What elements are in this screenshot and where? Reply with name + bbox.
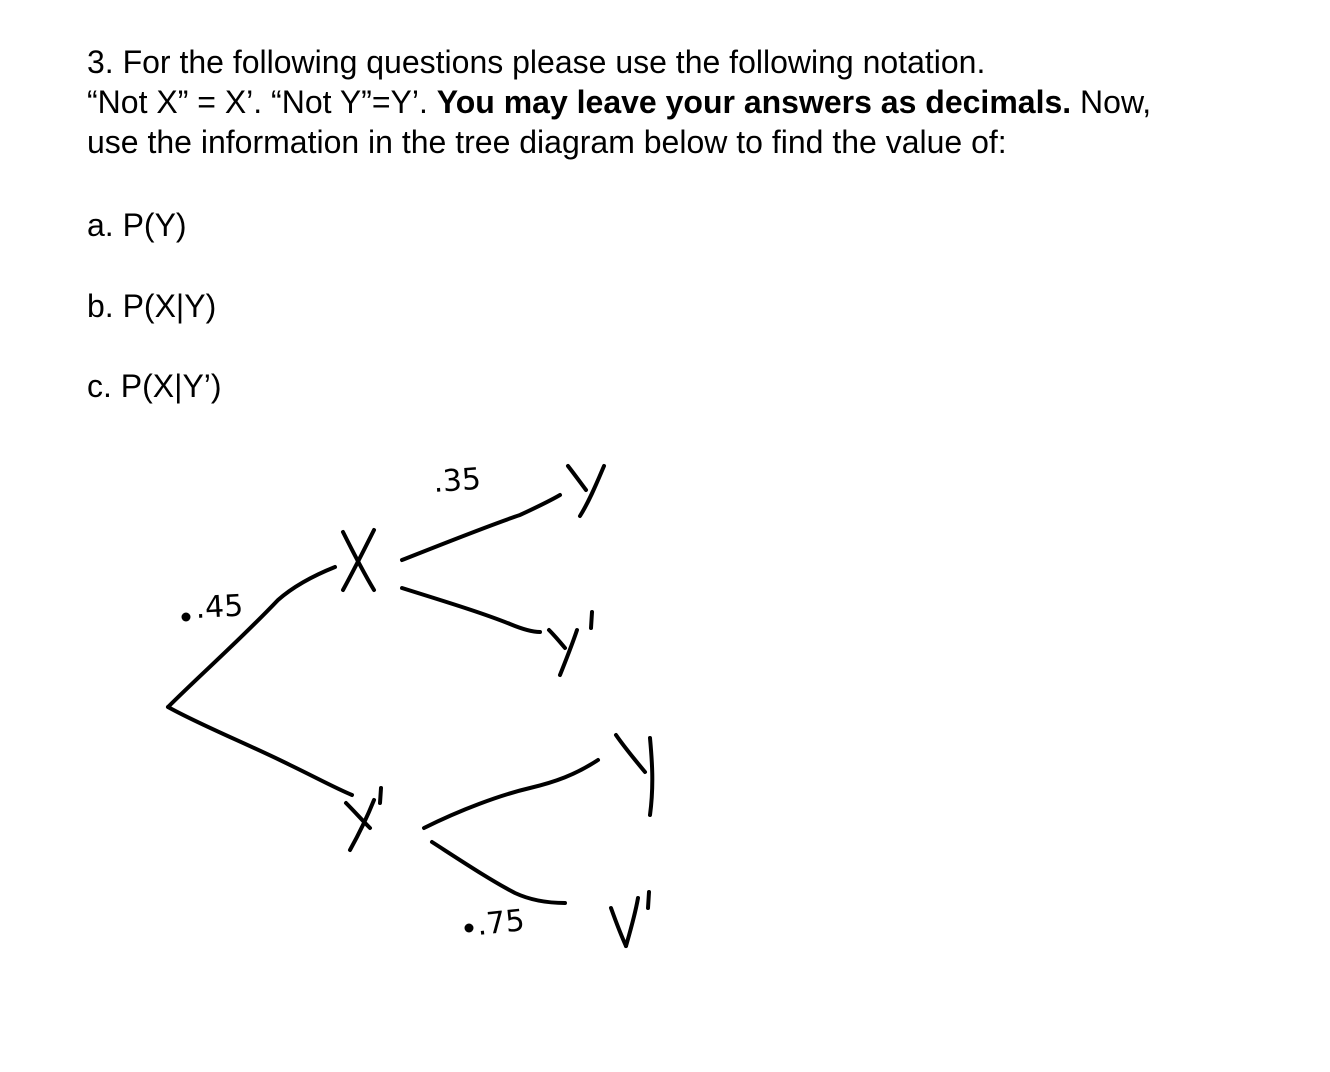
label-p-x: .45 <box>194 588 245 626</box>
node-xprime-mark <box>346 788 381 850</box>
leaf-x-yprime-mark <box>549 612 592 675</box>
leaf-xprime-yprime-mark <box>611 892 649 946</box>
branch-x-y <box>402 495 560 560</box>
part-b: b. P(X|Y) <box>87 288 217 324</box>
branch-root-xprime <box>168 707 352 795</box>
leaf-xprime-y-mark <box>616 735 652 815</box>
branch-xprime-y <box>424 760 598 828</box>
branch-x-yprime <box>402 588 540 632</box>
decimals-instruction: You may leave your answers as decimals. <box>436 84 1072 120</box>
notation-text: “Not X” = X’. “Not Y”=Y’. <box>87 84 437 120</box>
label-p-yprime-given-xprime: .75 <box>475 903 527 943</box>
decimal-dot-45 <box>182 613 191 622</box>
part-c: c. P(X|Y’) <box>87 368 222 404</box>
question-line-1: 3. For the following questions please use the following notation. <box>87 44 986 80</box>
question-line-3: use the information in the tree diagram below to find the value of: <box>87 124 1007 160</box>
node-x-mark <box>343 530 374 590</box>
branch-root-x <box>168 567 335 707</box>
part-a: a. P(Y) <box>87 207 187 243</box>
branch-xprime-yprime <box>432 842 565 903</box>
now-text: Now, <box>1071 84 1152 120</box>
label-p-y-given-x: .35 <box>432 461 483 500</box>
decimal-dot-75 <box>465 924 474 933</box>
leaf-x-y-mark <box>568 466 604 516</box>
